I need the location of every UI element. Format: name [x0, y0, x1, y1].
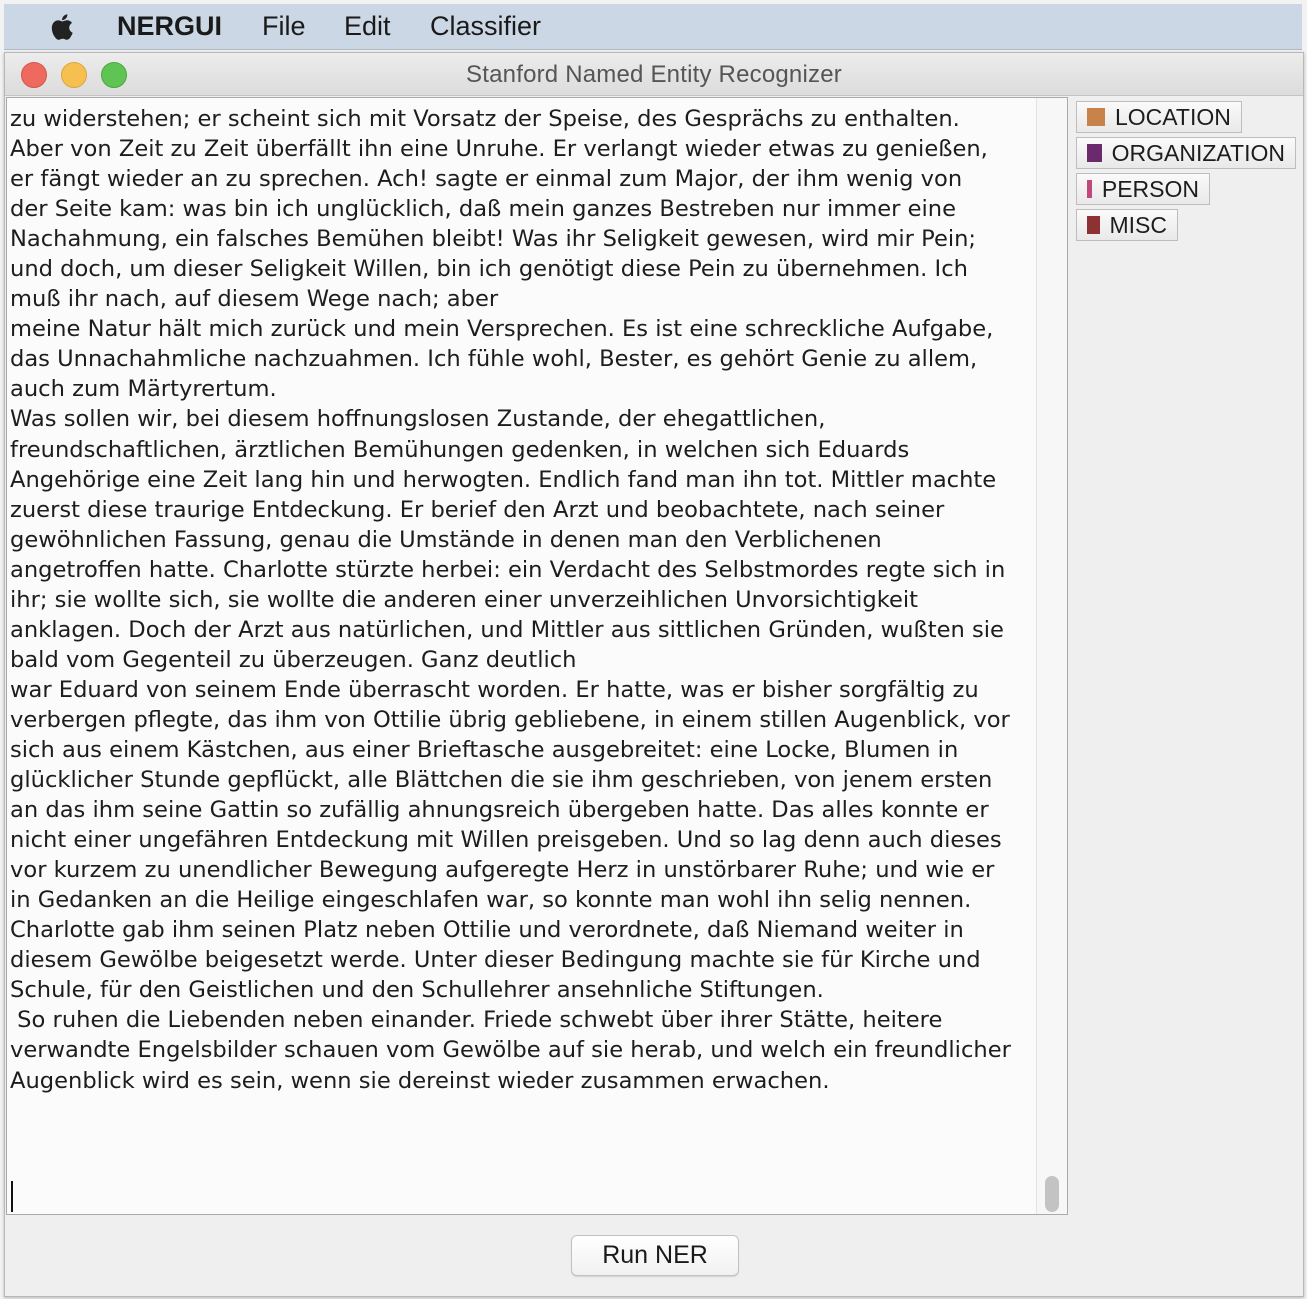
- text-line[interactable]: Schule, für den Geistlichen und den Schullehrer ansehnliche Stiftungen.: [10, 977, 824, 1004]
- legend-person-button[interactable]: [1076, 173, 1210, 205]
- text-line[interactable]: angetroffen hatte. Charlotte stürzte herbei: ein Verdacht des Selbstmordes regte sich in: [10, 556, 1006, 583]
- text-line[interactable]: gewöhnlichen Fassung, genau die Umstände in denen man den Verblichenen: [10, 526, 882, 553]
- text-line[interactable]: sich aus einem Kästchen, aus einer Brieftasche ausgebreitet: eine Locke, Blumen in: [10, 736, 959, 763]
- text-line[interactable]: meine Natur hält mich zurück und mein Versprechen. Es ist eine schreckliche Aufgabe,: [10, 316, 994, 343]
- text-editor[interactable]: [6, 97, 1068, 1215]
- text-line[interactable]: verwandte Engelsbilder schauen vom Gewölbe auf sie herab, und welch ein freundlicher: [10, 1037, 1011, 1064]
- menu-classifier[interactable]: Classifier: [430, 11, 542, 41]
- location-color-swatch: [1087, 108, 1105, 126]
- text-line[interactable]: das Unnachahmliche nachzuahmen. Ich fühle wohl, Bester, es gehört Genie zu allem,: [10, 346, 978, 373]
- menu-bar: [4, 4, 1302, 50]
- legend-misc-button[interactable]: [1076, 209, 1178, 241]
- legend-misc-label: MISC: [1109, 211, 1167, 238]
- text-line[interactable]: Aber von Zeit zu Zeit überfällt ihn eine Unruhe. Er verlangt wieder etwas zu genießen,: [10, 136, 988, 163]
- legend-location-button[interactable]: [1076, 101, 1242, 133]
- legend-organization-label: ORGANIZATION: [1111, 139, 1285, 166]
- scrollbar-thumb[interactable]: [1045, 1176, 1059, 1212]
- text-line[interactable]: auch zum Märtyrertum.: [10, 376, 277, 403]
- text-line[interactable]: der Seite kam: was bin ich unglücklich, daß mein ganzes Bestreben nur immer eine: [10, 196, 957, 223]
- text-line[interactable]: bald vom Gegenteil zu überzeugen. Ganz deutlich: [10, 646, 577, 673]
- misc-color-swatch: [1087, 216, 1100, 234]
- run-ner-button[interactable]: Run NER: [571, 1235, 739, 1276]
- text-line[interactable]: Angehörige eine Zeit lang hin und herwogten. Endlich fand man ihn tot. Mittler machte: [10, 466, 997, 493]
- text-content[interactable]: [10, 104, 1036, 1096]
- text-line[interactable]: verbergen pflegte, das ihm von Ottilie übrig gebliebene, in einem stillen Augenblick, vor: [10, 706, 1010, 733]
- text-line[interactable]: So ruhen die Liebenden neben einander. Friede schwebt über ihrer Stätte, heitere: [10, 1007, 943, 1034]
- organization-color-swatch: [1087, 144, 1102, 162]
- text-line[interactable]: vor kurzem zu unendlicher Bewegung aufgeregte Herz in unstörbarer Ruhe; und wie er: [10, 857, 995, 884]
- text-line[interactable]: in Gedanken an die Heilige eingeschlafen war, so konnte man wohl ihn selig nennen.: [10, 887, 972, 914]
- text-line[interactable]: diesem Gewölbe beigesetzt werde. Unter dieser Bedingung machte sie für Kirche und: [10, 947, 981, 974]
- text-line[interactable]: an das ihm seine Gattin so zufällig ahnungsreich übergeben hatte. Das alles konnte er: [10, 797, 989, 824]
- vertical-scrollbar[interactable]: [1036, 98, 1067, 1214]
- legend-person-label: PERSON: [1101, 175, 1199, 202]
- text-line[interactable]: zuerst diese traurige Entdeckung. Er berief den Arzt und beobachtete, nach seiner: [10, 496, 945, 523]
- text-line[interactable]: Nachahmung, ein falsches Bemühen bleibt! Was ihr Seligkeit gewesen, wird mir Pein;: [10, 226, 977, 253]
- text-line[interactable]: muß ihr nach, auf diesem Wege nach; aber: [10, 286, 499, 313]
- text-line[interactable]: Was sollen wir, bei diesem hoffnungslosen Zustande, der ehegattlichen,: [10, 406, 826, 433]
- menu-app-name[interactable]: NERGUI: [117, 11, 223, 41]
- menu-file[interactable]: File: [262, 11, 306, 41]
- text-line[interactable]: ihr; sie wollte sich, sie wollte die anderen einer unverzeihlichen Unvorsichtigkeit: [10, 586, 919, 613]
- legend-location-label: LOCATION: [1115, 103, 1231, 130]
- person-color-swatch: [1087, 180, 1092, 198]
- text-line[interactable]: freundschaftlichen, ärztlichen Bemühungen gedenken, in welchen sich Eduards: [10, 436, 910, 463]
- menu-edit[interactable]: Edit: [344, 11, 391, 41]
- apple-logo-icon[interactable]: [46, 10, 80, 44]
- text-line[interactable]: zu widerstehen; er scheint sich mit Vorsatz der Speise, des Gesprächs zu enthalten.: [10, 106, 960, 132]
- text-line[interactable]: Charlotte gab ihm seinen Platz neben Ottilie und verordnete, daß Niemand weiter in: [10, 917, 964, 944]
- main-window: [4, 52, 1304, 1297]
- text-cursor: [11, 1181, 13, 1212]
- text-line[interactable]: war Eduard von seinem Ende überrascht worden. Er hatte, was er bisher sorgfältig zu: [10, 676, 979, 703]
- text-line[interactable]: er fängt wieder an zu sprechen. Ach! sagte er einmal zum Major, der ihm wenig von: [10, 166, 963, 193]
- text-line[interactable]: nicht einer ungefähren Entdeckung mit Willen preisgeben. Und so lag denn auch dieses: [10, 827, 1002, 854]
- text-line[interactable]: anklagen. Doch der Arzt aus natürlichen, und Mittler aus sittlichen Gründen, wußten sie: [10, 616, 1004, 643]
- text-line[interactable]: Augenblick wird es sein, wenn sie dereinst wieder zusammen erwachen.: [10, 1067, 830, 1094]
- window-title: Stanford Named Entity Recognizer: [466, 61, 842, 88]
- legend-organization-button[interactable]: [1076, 137, 1296, 169]
- title-bar[interactable]: [5, 53, 1303, 96]
- text-line[interactable]: und doch, um dieser Seligkeit Willen, bin ich genötigt diese Pein zu übernehmen. Ich: [10, 256, 968, 283]
- text-line[interactable]: glücklicher Stunde gepflückt, alle Blättchen die sie ihm geschrieben, von jenem ersten: [10, 767, 993, 794]
